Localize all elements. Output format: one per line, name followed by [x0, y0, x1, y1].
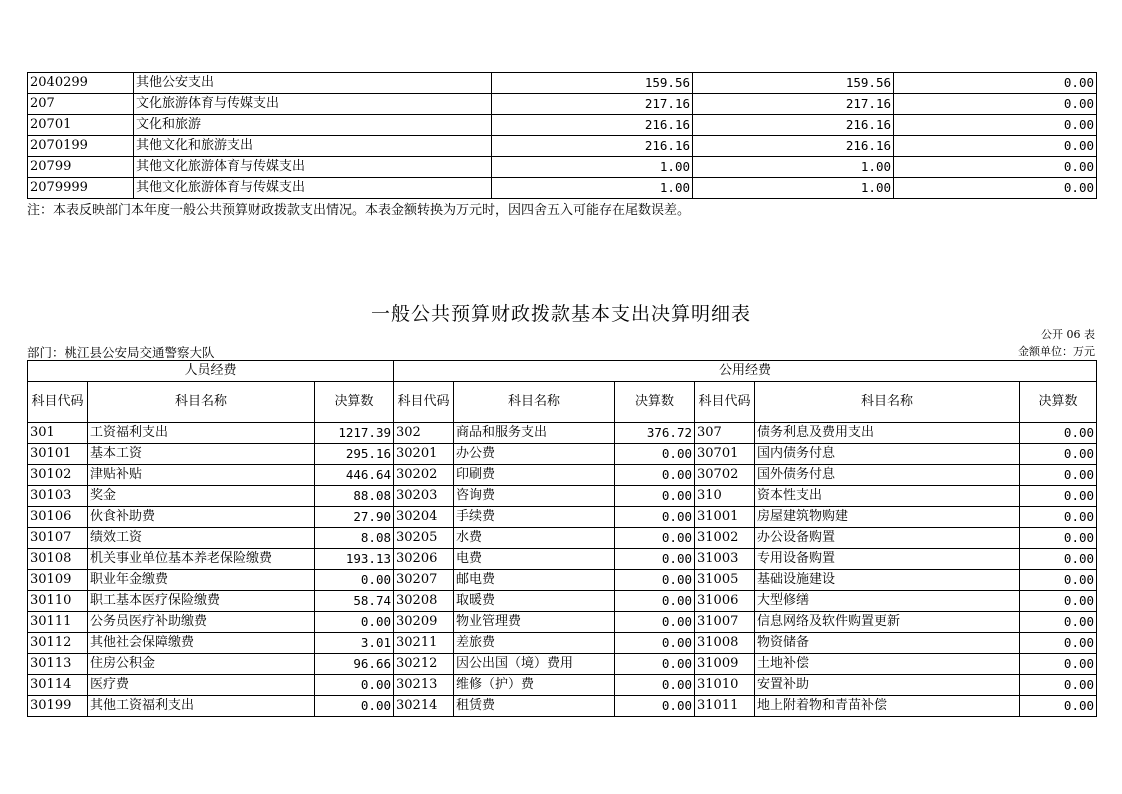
amount-cell: 216.16 — [492, 136, 693, 157]
personnel-subject-name: 工资福利支出 — [88, 423, 315, 444]
capital-amount: 0.00 — [1020, 465, 1097, 486]
public-subject-name: 租赁费 — [454, 696, 615, 717]
public-subject-name: 取暖费 — [454, 591, 615, 612]
public-subject-code: 30213 — [394, 675, 454, 696]
public-subject-name: 水费 — [454, 528, 615, 549]
capital-subject-code: 31011 — [695, 696, 755, 717]
table-row — [28, 675, 1097, 696]
personnel-subject-name: 其他工资福利支出 — [88, 696, 315, 717]
amount-cell: 216.16 — [492, 115, 693, 136]
basic-expenditure-detail-table — [27, 360, 1097, 717]
table-row — [28, 507, 1097, 528]
public-subject-code: 30202 — [394, 465, 454, 486]
table-row — [28, 115, 1097, 136]
personnel-amount: 96.66 — [315, 654, 394, 675]
col-name-header: 科目名称 — [755, 382, 1020, 423]
table-row — [28, 612, 1097, 633]
capital-subject-name: 基础设施建设 — [755, 570, 1020, 591]
public-subject-name: 办公费 — [454, 444, 615, 465]
public-subject-name: 咨询费 — [454, 486, 615, 507]
public-amount: 0.00 — [615, 528, 695, 549]
personnel-subject-code: 30106 — [28, 507, 88, 528]
personnel-subject-code: 30114 — [28, 675, 88, 696]
personnel-amount: 1217.39 — [315, 423, 394, 444]
public-subject-code: 30203 — [394, 486, 454, 507]
group-public-header: 公用经费 — [394, 361, 1097, 382]
public-subject-code: 30207 — [394, 570, 454, 591]
amount-cell: 0.00 — [894, 73, 1097, 94]
table-row — [28, 465, 1097, 486]
personnel-subject-name: 职业年金缴费 — [88, 570, 315, 591]
personnel-subject-name: 奖金 — [88, 486, 315, 507]
table-row — [28, 73, 1097, 94]
subject-name: 其他文化和旅游支出 — [134, 136, 492, 157]
capital-subject-name: 专用设备购置 — [755, 549, 1020, 570]
public-subject-name: 商品和服务支出 — [454, 423, 615, 444]
personnel-amount: 8.08 — [315, 528, 394, 549]
capital-subject-code: 31003 — [695, 549, 755, 570]
personnel-amount: 0.00 — [315, 675, 394, 696]
capital-subject-code: 31010 — [695, 675, 755, 696]
personnel-subject-name: 机关事业单位基本养老保险缴费 — [88, 549, 315, 570]
public-subject-name: 手续费 — [454, 507, 615, 528]
unit-label: 金额单位：万元 — [1018, 345, 1095, 358]
amount-cell: 0.00 — [894, 178, 1097, 199]
capital-amount: 0.00 — [1020, 654, 1097, 675]
subject-code: 20799 — [28, 157, 134, 178]
capital-subject-code: 31007 — [695, 612, 755, 633]
public-amount: 0.00 — [615, 633, 695, 654]
amount-cell: 0.00 — [894, 115, 1097, 136]
public-subject-code: 30208 — [394, 591, 454, 612]
capital-subject-name: 国内债务付息 — [755, 444, 1020, 465]
subject-code: 2079999 — [28, 178, 134, 199]
public-amount: 0.00 — [615, 549, 695, 570]
table-row — [28, 549, 1097, 570]
table-row — [28, 570, 1097, 591]
personnel-subject-name: 住房公积金 — [88, 654, 315, 675]
capital-subject-code: 31002 — [695, 528, 755, 549]
col-code-header: 科目代码 — [695, 382, 755, 423]
capital-subject-name: 办公设备购置 — [755, 528, 1020, 549]
capital-amount: 0.00 — [1020, 549, 1097, 570]
form-code: 公开 06 表 — [1041, 328, 1095, 341]
public-amount: 0.00 — [615, 612, 695, 633]
public-amount: 0.00 — [615, 591, 695, 612]
amount-cell: 0.00 — [894, 136, 1097, 157]
personnel-amount: 0.00 — [315, 570, 394, 591]
public-amount: 0.00 — [615, 465, 695, 486]
subject-name: 文化旅游体育与传媒支出 — [134, 94, 492, 115]
amount-cell: 159.56 — [693, 73, 894, 94]
amount-cell: 216.16 — [693, 115, 894, 136]
amount-cell: 1.00 — [693, 157, 894, 178]
capital-amount: 0.00 — [1020, 633, 1097, 654]
capital-subject-name: 信息网络及软件购置更新 — [755, 612, 1020, 633]
table-note: 注：本表反映部门本年度一般公共预算财政拨款支出情况。本表金额转换为万元时，因四舍五入可能存在尾数误差。 — [27, 203, 691, 218]
public-subject-code: 30211 — [394, 633, 454, 654]
col-amount-header: 决算数 — [1020, 382, 1097, 423]
personnel-subject-name: 医疗费 — [88, 675, 315, 696]
amount-cell: 1.00 — [492, 178, 693, 199]
amount-cell: 1.00 — [492, 157, 693, 178]
table-row — [28, 528, 1097, 549]
public-subject-code: 30214 — [394, 696, 454, 717]
capital-amount: 0.00 — [1020, 444, 1097, 465]
subject-name: 其他文化旅游体育与传媒支出 — [134, 157, 492, 178]
personnel-subject-code: 30101 — [28, 444, 88, 465]
capital-amount: 0.00 — [1020, 528, 1097, 549]
capital-subject-name: 大型修缮 — [755, 591, 1020, 612]
public-subject-name: 因公出国（境）费用 — [454, 654, 615, 675]
public-amount: 0.00 — [615, 570, 695, 591]
capital-amount: 0.00 — [1020, 486, 1097, 507]
column-header-row — [28, 382, 1097, 423]
col-amount-header: 决算数 — [315, 382, 394, 423]
col-amount-header: 决算数 — [615, 382, 695, 423]
public-subject-name: 电费 — [454, 549, 615, 570]
capital-amount: 0.00 — [1020, 612, 1097, 633]
subject-name: 其他文化旅游体育与传媒支出 — [134, 178, 492, 199]
capital-subject-code: 31009 — [695, 654, 755, 675]
personnel-subject-code: 30107 — [28, 528, 88, 549]
capital-subject-code: 31006 — [695, 591, 755, 612]
public-amount: 0.00 — [615, 675, 695, 696]
group-personnel-header: 人员经费 — [28, 361, 394, 382]
public-subject-code: 30212 — [394, 654, 454, 675]
department-label: 部门：桃江县公安局交通警察大队 — [27, 345, 215, 360]
capital-subject-code: 31005 — [695, 570, 755, 591]
amount-cell: 1.00 — [693, 178, 894, 199]
public-subject-name: 差旅费 — [454, 633, 615, 654]
amount-cell: 159.56 — [492, 73, 693, 94]
public-amount: 376.72 — [615, 423, 695, 444]
personnel-subject-name: 公务员医疗补助缴费 — [88, 612, 315, 633]
col-name-header: 科目名称 — [88, 382, 315, 423]
capital-subject-name: 资本性支出 — [755, 486, 1020, 507]
table-row — [28, 654, 1097, 675]
public-subject-name: 邮电费 — [454, 570, 615, 591]
capital-amount: 0.00 — [1020, 591, 1097, 612]
amount-cell: 216.16 — [693, 136, 894, 157]
personnel-subject-name: 津贴补贴 — [88, 465, 315, 486]
capital-subject-code: 31001 — [695, 507, 755, 528]
capital-subject-code: 31008 — [695, 633, 755, 654]
personnel-amount: 27.90 — [315, 507, 394, 528]
capital-subject-code: 30701 — [695, 444, 755, 465]
subject-code: 20701 — [28, 115, 134, 136]
personnel-amount: 0.00 — [315, 612, 394, 633]
capital-subject-name: 地上附着物和青苗补偿 — [755, 696, 1020, 717]
top-expenditure-table — [27, 72, 1097, 199]
col-code-header: 科目代码 — [28, 382, 88, 423]
personnel-subject-name: 绩效工资 — [88, 528, 315, 549]
personnel-subject-code: 301 — [28, 423, 88, 444]
public-amount: 0.00 — [615, 486, 695, 507]
capital-subject-name: 安置补助 — [755, 675, 1020, 696]
personnel-subject-code: 30109 — [28, 570, 88, 591]
public-subject-code: 30206 — [394, 549, 454, 570]
personnel-amount: 446.64 — [315, 465, 394, 486]
capital-subject-name: 房屋建筑物购建 — [755, 507, 1020, 528]
personnel-subject-code: 30102 — [28, 465, 88, 486]
public-subject-name: 物业管理费 — [454, 612, 615, 633]
table-row — [28, 486, 1097, 507]
personnel-amount: 58.74 — [315, 591, 394, 612]
capital-subject-code: 310 — [695, 486, 755, 507]
capital-subject-name: 土地补偿 — [755, 654, 1020, 675]
table-row — [28, 444, 1097, 465]
table-row — [28, 633, 1097, 654]
table-row — [28, 178, 1097, 199]
personnel-subject-code: 30103 — [28, 486, 88, 507]
subject-code: 2070199 — [28, 136, 134, 157]
capital-subject-name: 物资储备 — [755, 633, 1020, 654]
capital-subject-name: 债务利息及费用支出 — [755, 423, 1020, 444]
col-code-header: 科目代码 — [394, 382, 454, 423]
table-row — [28, 136, 1097, 157]
table-row — [28, 591, 1097, 612]
capital-subject-name: 国外债务付息 — [755, 465, 1020, 486]
public-subject-code: 30204 — [394, 507, 454, 528]
group-header-row — [28, 361, 1097, 382]
personnel-amount: 88.08 — [315, 486, 394, 507]
public-subject-code: 302 — [394, 423, 454, 444]
personnel-amount: 295.16 — [315, 444, 394, 465]
amount-cell: 0.00 — [894, 157, 1097, 178]
subject-name: 文化和旅游 — [134, 115, 492, 136]
capital-amount: 0.00 — [1020, 507, 1097, 528]
personnel-subject-code: 30110 — [28, 591, 88, 612]
personnel-amount: 0.00 — [315, 696, 394, 717]
personnel-subject-name: 职工基本医疗保险缴费 — [88, 591, 315, 612]
personnel-subject-code: 30112 — [28, 633, 88, 654]
public-amount: 0.00 — [615, 696, 695, 717]
amount-cell: 0.00 — [894, 94, 1097, 115]
capital-subject-code: 307 — [695, 423, 755, 444]
personnel-subject-code: 30111 — [28, 612, 88, 633]
subject-code: 207 — [28, 94, 134, 115]
table-row — [28, 157, 1097, 178]
table-row — [28, 94, 1097, 115]
public-amount: 0.00 — [615, 444, 695, 465]
personnel-subject-code: 30108 — [28, 549, 88, 570]
col-name-header: 科目名称 — [454, 382, 615, 423]
personnel-subject-code: 30113 — [28, 654, 88, 675]
public-subject-code: 30209 — [394, 612, 454, 633]
personnel-subject-name: 基本工资 — [88, 444, 315, 465]
capital-amount: 0.00 — [1020, 675, 1097, 696]
capital-amount: 0.00 — [1020, 570, 1097, 591]
capital-amount: 0.00 — [1020, 423, 1097, 444]
report-title: 一般公共预算财政拨款基本支出决算明细表 — [370, 303, 751, 325]
personnel-subject-name: 伙食补助费 — [88, 507, 315, 528]
personnel-amount: 193.13 — [315, 549, 394, 570]
public-subject-name: 维修（护）费 — [454, 675, 615, 696]
table-row — [28, 423, 1097, 444]
capital-amount: 0.00 — [1020, 696, 1097, 717]
capital-subject-code: 30702 — [695, 465, 755, 486]
personnel-subject-name: 其他社会保障缴费 — [88, 633, 315, 654]
public-subject-code: 30205 — [394, 528, 454, 549]
personnel-subject-code: 30199 — [28, 696, 88, 717]
subject-name: 其他公安支出 — [134, 73, 492, 94]
public-amount: 0.00 — [615, 507, 695, 528]
amount-cell: 217.16 — [693, 94, 894, 115]
table-row — [28, 696, 1097, 717]
personnel-amount: 3.01 — [315, 633, 394, 654]
public-subject-code: 30201 — [394, 444, 454, 465]
public-subject-name: 印刷费 — [454, 465, 615, 486]
public-amount: 0.00 — [615, 654, 695, 675]
amount-cell: 217.16 — [492, 94, 693, 115]
subject-code: 2040299 — [28, 73, 134, 94]
